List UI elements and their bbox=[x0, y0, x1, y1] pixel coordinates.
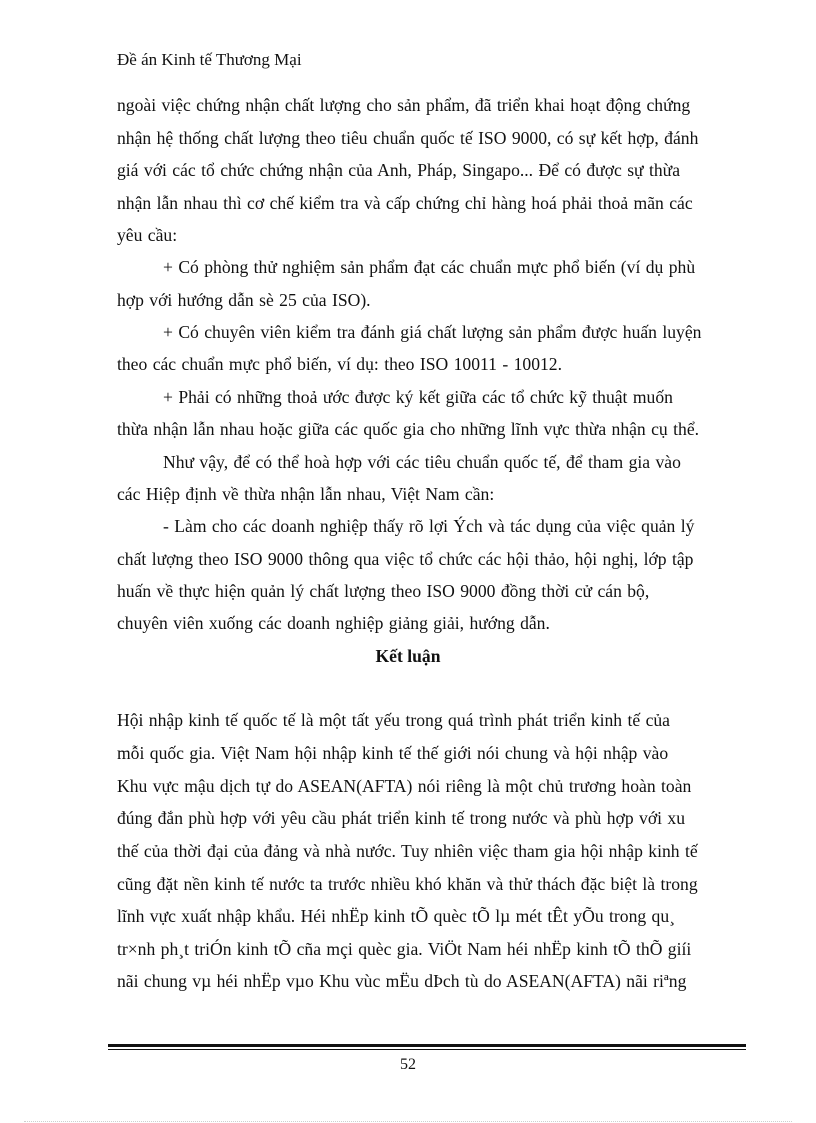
body-line: thừa nhận lẫn nhau hoặc giữa các quốc gia cho những lĩnh vực thừa nhận cụ thể. bbox=[117, 419, 700, 439]
body-line: hợp với hướng dẫn sè 25 của ISO). bbox=[117, 290, 371, 310]
body-line: theo các chuẩn mực phổ biến, ví dụ: theo ISO 10011 - 10012. bbox=[117, 354, 562, 374]
footer-rule-thick bbox=[108, 1044, 746, 1047]
body-line: + Có phòng thử nghiệm sản phẩm đạt các chuẩn mực phổ biến (ví dụ phù bbox=[163, 257, 696, 277]
body-line: - Làm cho các doanh nghiệp thấy rõ lợi Ých và tác dụng của việc quản lý bbox=[163, 516, 695, 536]
body-line: nhận lẫn nhau thì cơ chế kiểm tra và cấp chứng chỉ hàng hoá phải thoả mãn các bbox=[117, 193, 693, 213]
body-line: Như vậy, để có thể hoà hợp với các tiêu chuẩn quốc tế, để tham gia vào bbox=[163, 452, 681, 472]
conclusion-line: mỗi quốc gia. Việt Nam hội nhập kinh tế thế giới nói chung và hội nhập vào bbox=[117, 743, 669, 763]
body-line: ngoài việc chứng nhận chất lượng cho sản phẩm, đã triển khai hoạt động chứng bbox=[117, 95, 691, 115]
conclusion-line: Hội nhập kinh tế quốc tế là một tất yếu trong quá trình phát triển kinh tế của bbox=[117, 710, 670, 730]
conclusion-line: Khu vực mậu dịch tự do ASEAN(AFTA) nói riêng là một chủ trương hoàn toàn bbox=[117, 776, 692, 796]
body-line: + Có chuyên viên kiểm tra đánh giá chất lượng sản phẩm được huấn luyện bbox=[163, 322, 702, 342]
running-header: Đề án Kinh tế Thương Mại bbox=[117, 50, 302, 69]
section-heading: Kết luận bbox=[375, 646, 441, 666]
body-line: nhận hệ thống chất lượng theo tiêu chuẩn quốc tế ISO 9000, có sự kết hợp, đánh bbox=[117, 128, 699, 148]
body-line: yêu cầu: bbox=[117, 225, 178, 245]
body-line: huấn về thực hiện quản lý chất lượng theo ISO 9000 đồng thời cử cán bộ, bbox=[117, 581, 650, 601]
conclusion-line: tr×nh ph¸t triÓn kinh tÕ cña mçi quèc gia. ViÖt Nam héi nhËp kinh tÕ thÕ giíi bbox=[117, 939, 692, 959]
body-line: + Phải có những thoả ước được ký kết giữa các tổ chức kỹ thuật muốn bbox=[163, 387, 673, 407]
page-edge-divider bbox=[24, 1121, 792, 1122]
body-line: các Hiệp định về thừa nhận lẫn nhau, Việt Nam cần: bbox=[117, 484, 495, 504]
body-line: chất lượng theo ISO 9000 thông qua việc tổ chức các hội thảo, hội nghị, lớp tập bbox=[117, 549, 694, 569]
conclusion-line: nãi chung vµ héi nhËp vµo Khu vùc mËu dÞch tù do ASEAN(AFTA) nãi riªng bbox=[117, 971, 687, 991]
conclusion-line: lĩnh vực xuất nhập khẩu. Héi nhËp kinh tÕ quèc tÕ lµ mét tÊt yÕu trong qu¸ bbox=[117, 906, 676, 926]
conclusion-line: đúng đắn phù hợp với yêu cầu phát triển kinh tế trong nước và phù hợp với xu bbox=[117, 808, 686, 828]
page-number: 52 bbox=[400, 1056, 416, 1073]
footer-rule-thin bbox=[108, 1049, 746, 1050]
conclusion-line: cũng đặt nền kinh tế nước ta trước nhiều khó khăn và thử thách đặc biệt là trong bbox=[117, 874, 698, 894]
body-line: chuyên viên xuống các doanh nghiệp giảng giải, hướng dẫn. bbox=[117, 613, 550, 633]
body-line: giá với các tổ chức chứng nhận của Anh, Pháp, Singapo... Để có được sự thừa bbox=[117, 160, 681, 180]
conclusion-line: thế của thời đại của đảng và nhà nước. Tuy nhiên việc tham gia hội nhập kinh tế bbox=[117, 841, 698, 861]
